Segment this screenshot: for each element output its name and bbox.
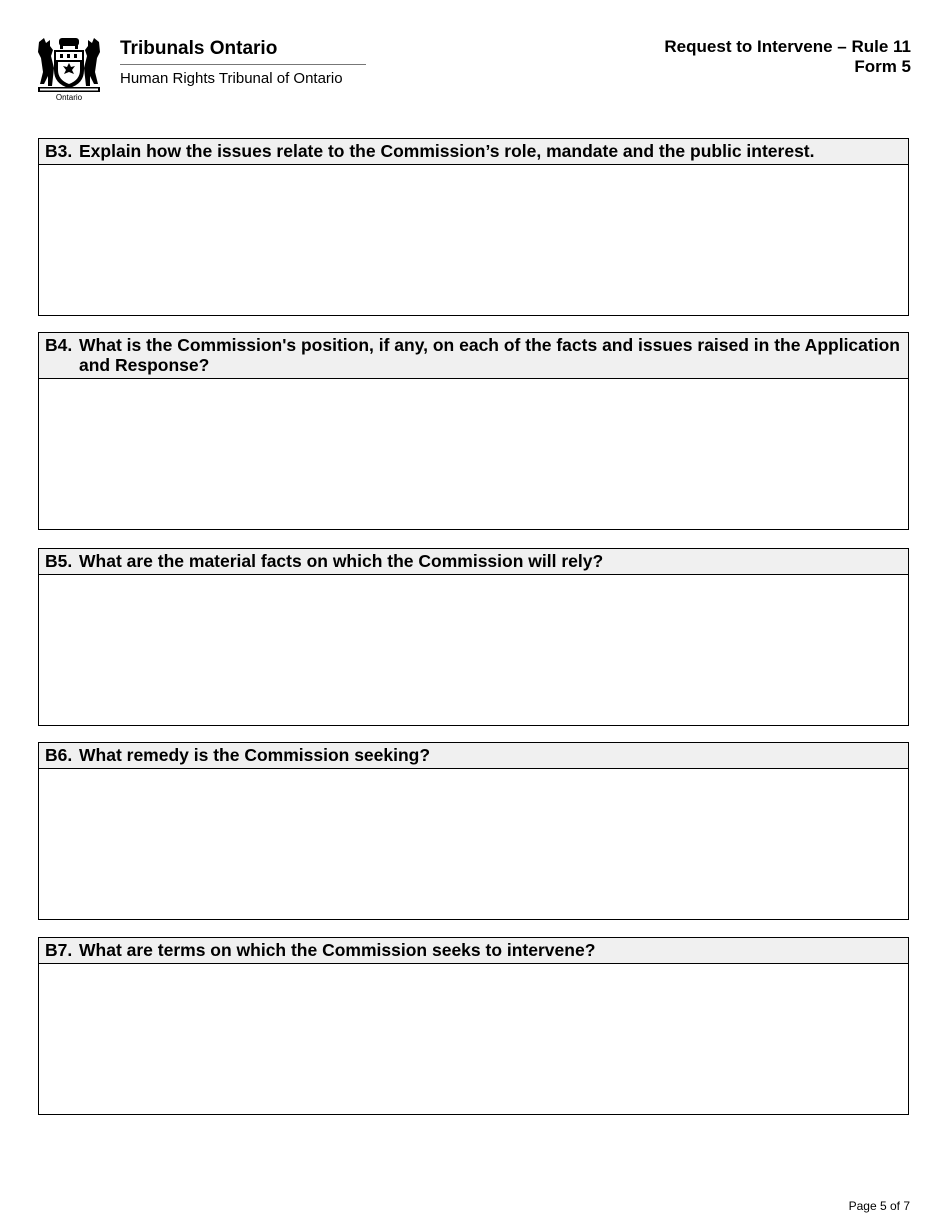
section-b6-answer-field[interactable] — [39, 769, 908, 919]
coat-of-arms-icon — [36, 36, 102, 94]
section-b5-number: B5. — [45, 551, 73, 571]
section-b7-number: B7. — [45, 940, 73, 960]
section-b7 — [38, 937, 909, 1115]
section-b7-header — [39, 938, 908, 964]
section-b7-question: What are terms on which the Commission seeks to intervene? — [79, 940, 596, 960]
section-b4 — [38, 332, 909, 530]
section-b5 — [38, 548, 909, 726]
section-b4-header — [39, 333, 908, 379]
section-b5-answer-field[interactable] — [39, 575, 908, 725]
section-b6 — [38, 742, 909, 920]
brand-title: Tribunals Ontario — [120, 37, 366, 65]
logo-caption: Ontario — [55, 93, 83, 102]
section-b3-answer-field[interactable] — [39, 165, 908, 315]
section-b4-number: B4. — [45, 335, 73, 355]
brand-subtitle: Human Rights Tribunal of Ontario — [120, 70, 343, 87]
section-b4-answer-field[interactable] — [39, 379, 908, 529]
brand-block — [120, 37, 366, 89]
form-identifier — [664, 37, 911, 77]
section-b6-question: What remedy is the Commission seeking? — [79, 745, 431, 765]
form-title: Request to Intervene – Rule 11 — [664, 37, 911, 56]
page-number: Page 5 of 7 — [848, 1199, 910, 1213]
section-b7-answer-field[interactable] — [39, 964, 908, 1114]
section-b3 — [38, 138, 909, 316]
section-b4-question: What is the Commission's position, if any, on each of the facts and issues raised in the Application and Response? — [79, 335, 900, 375]
section-b6-number: B6. — [45, 745, 73, 765]
section-b3-question: Explain how the issues relate to the Commission’s role, mandate and the public interest. — [79, 141, 815, 161]
section-b3-header — [39, 139, 908, 165]
section-b5-question: What are the material facts on which the Commission will rely? — [79, 551, 604, 571]
section-b5-header — [39, 549, 908, 575]
form-number: Form 5 — [854, 57, 911, 76]
section-b6-header — [39, 743, 908, 769]
section-b3-number: B3. — [45, 141, 73, 161]
